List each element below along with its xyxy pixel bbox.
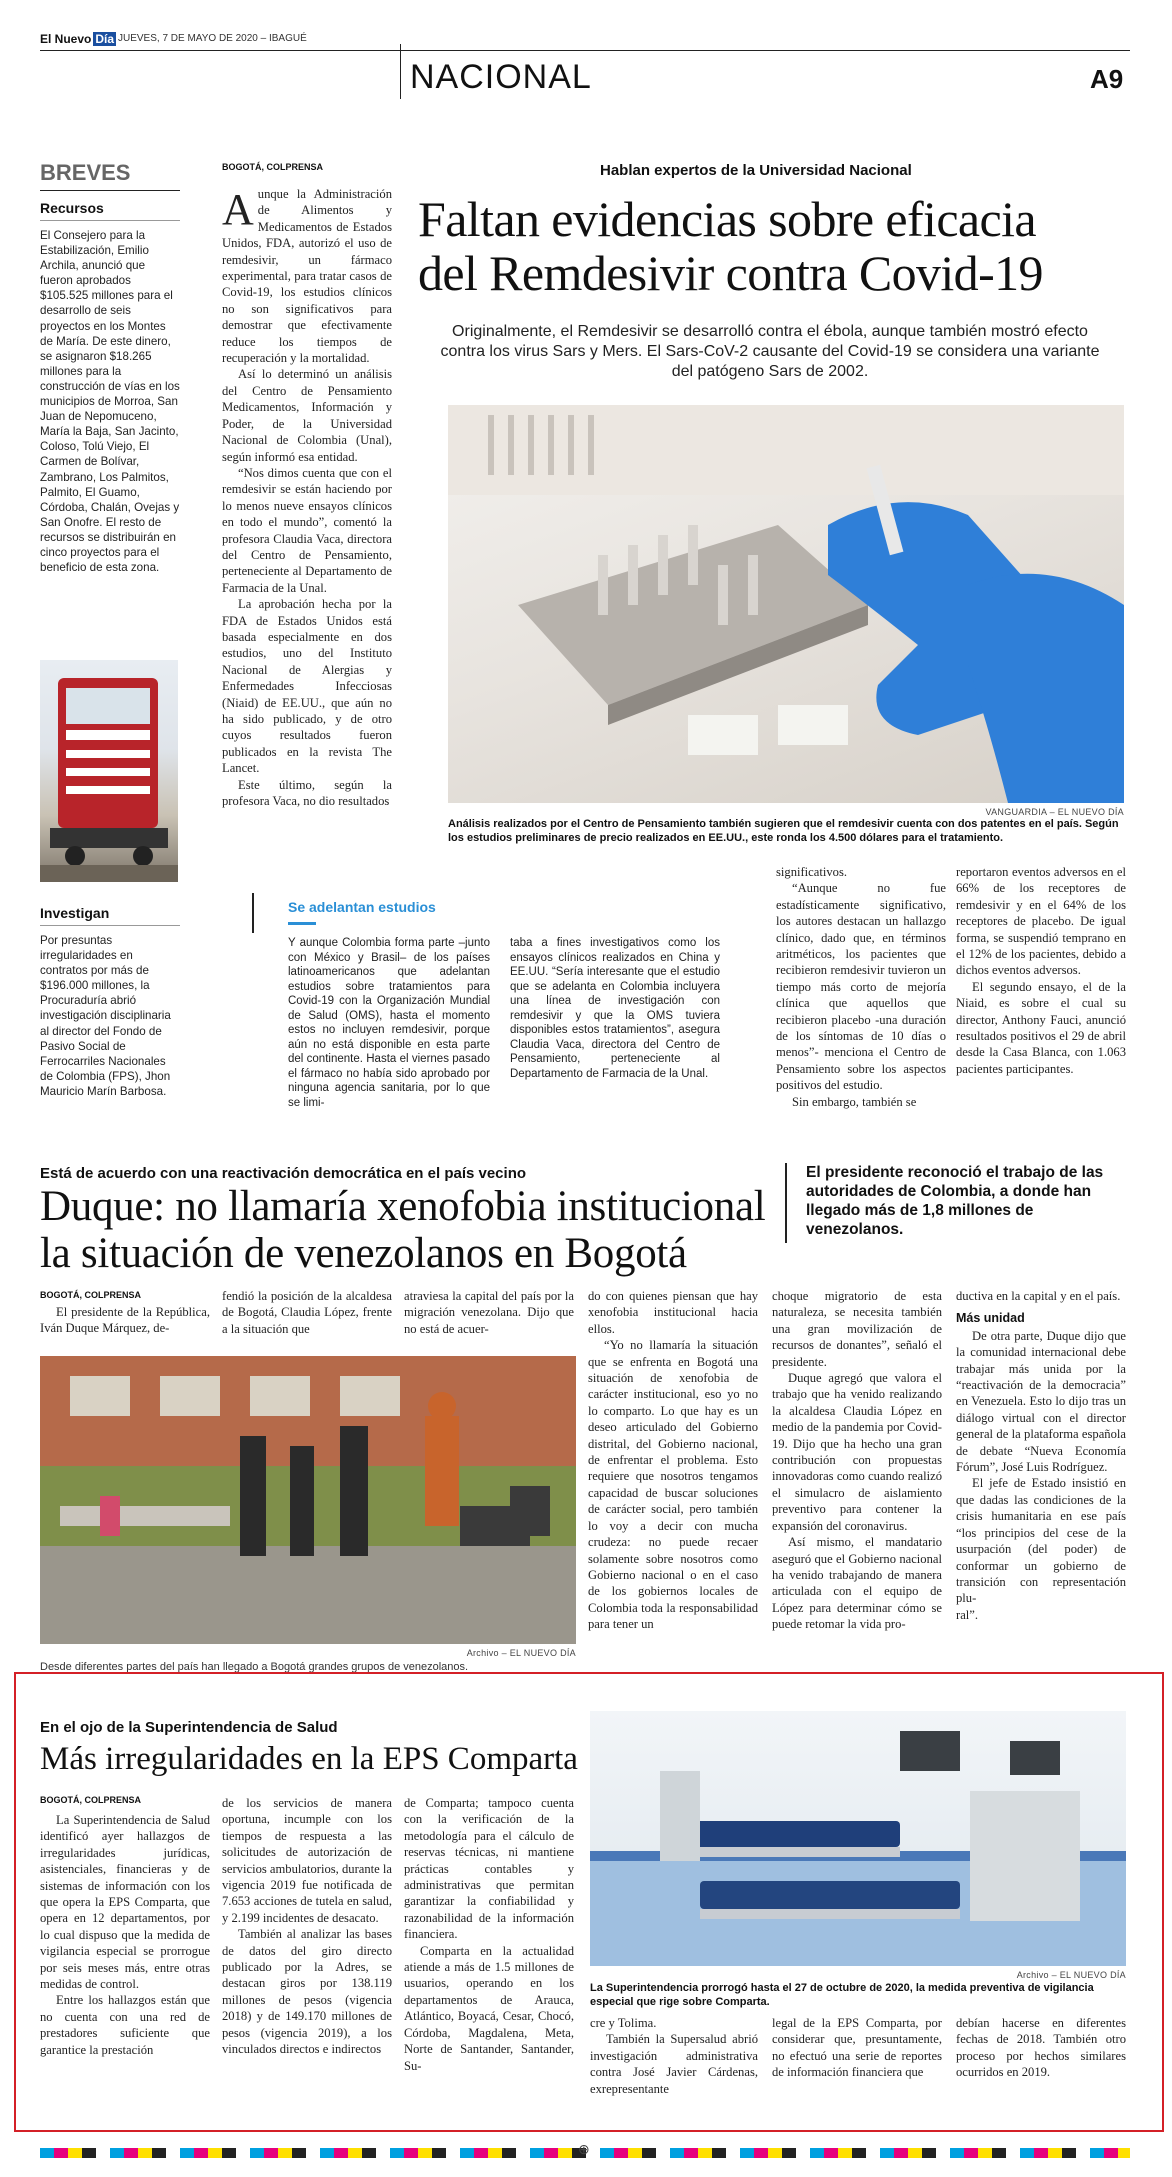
migrants-photo	[40, 1356, 576, 1644]
article-column: significativos. “Aunque no fue estadísticamente significativo, los autores destacan un hallazgo clínico, dado que, en términos aritméticos, los pacientes que recibieron remdesivir tuvieron un tiempo más corto de mejoría clínica que aquellos que recibieron placebo -una duración de los síntomas de 10 días o menos”- menciona el Centro de Pensamiento sobre los aspectos positivos del estudio. Sin embargo, también se	[776, 865, 946, 1109]
article-column: choque migratorio de esta naturaleza, se necesita también una gran movilización de recursos de donantes”, señaló el presidente. Duque agregó que valora el trabajo que ha venido realizando la alcaldesa Claudia López en medio de la pandemia por Covid-19. Dijo que ha hecho una gran contribución con propuestas innovadoras como cuando realizó el simulacro de aislamiento preventivo para contener la expansión del coronavirus. Así mismo, el mandatario aseguró que el Gobierno nacional ha venido trabajando de manera articulada con el equipo de López para determinar cómo se puede retomar la vida pro-	[772, 1289, 942, 1632]
article-column: El presidente de la República, Iván Duque Márquez, de-	[40, 1305, 210, 1336]
article-deck: Originalmente, el Remdesivir se desarrolló contra el ébola, aunque también mostró efecto contra los virus Sars y Mers. El Sars-CoV-2 causante del Covid-19 se considera una variante del patógeno Sars de 2002.	[440, 323, 1100, 380]
byline: BOGOTÁ, COLPRENSA	[40, 1290, 142, 1300]
article-column: legal de la EPS Comparta, por considerar que, presuntamente, no efectuó una serie de reportes de información financiera que	[772, 2016, 942, 2080]
photo-credit: Archivo – EL NUEVO DÍA	[466, 1648, 576, 1658]
article-column: fendió la posición de la alcaldesa de Bogotá, Claudia López, frente a la situación que	[222, 1289, 392, 1336]
article-sidebar-quote: El presidente reconoció el trabajo de las autoridades de Colombia, a donde han llegado más de 1,8 millones de venezolanos.	[806, 1164, 1104, 1238]
photo-credit: VANGUARDIA – EL NUEVO DÍA	[985, 807, 1124, 817]
box-text: taba a fines investigativos como los ensayos clínicos realizados en China y EE.UU. “Sería interesante que el estudio que se adelanta en Colombia incluyera una línea de investigación con remdesivir y que la OMS tuviera disponibles estos tratamientos”, asegura Claudia Vaca, directora del Centro de Pensamiento, perteneciente al Departamento de Farmacia de la Unal.	[510, 937, 720, 1080]
section-title: NACIONAL	[410, 58, 592, 96]
article-headline: Duque: no llamaría xenofobia institucional la situación de venezolanos en Bogotá	[40, 1183, 766, 1277]
hospital-photo	[590, 1711, 1126, 1966]
photo-caption: La Superintendencia prorrogó hasta el 27 de octubre de 2020, la medida preventiva de vigilancia especial que rige sobre Comparta.	[590, 1982, 1094, 2008]
article-headline: Faltan evidencias sobre eficacia del Remdesivir contra Covid-19	[418, 191, 1043, 301]
article-kicker: En el ojo de la Superintendencia de Salud	[40, 1719, 338, 1736]
box-title: Se adelantan estudios	[288, 899, 436, 915]
article-column: de los servicios de manera oportuna, incumple con los tiempos de respuesta a las solicitudes de autorización de servicios ambulatorios, durante la vigencia 2019 fue notificada de 7.653 acciones de tutela en salud, y 2.199 incidentes de desacato. También al analizar las bases de datos del giro directo publicado por la Adres, se destacan giros por 138.119 millones de pesos (vigencia 2018) y de 149.170 millones de pesos (vigencia 2019), a los vinculados directos e indirectos	[222, 1796, 392, 2057]
article-column: A unque la Administración de Alimentos y Medicamentos de Estados Unidos, FDA, autorizó el uso de remdesivir, un fármaco experimental, para tratar casos de Covid-19, los estudios clínicos no son significativos para demostrar que efectivamente reduce los tiempos de recuperación y la mortalidad. Así lo determinó un análisis del Centro de Pensamiento Medicamentos, Información y Poder, de la Universidad Nacional de Colombia (Unal), según informó esa entidad. “Nos dimos cuenta que con el remdesivir se están haciendo por lo menos nueve ensayos clínicos en todo el mundo”, comentó la profesora Claudia Vaca, directora del Centro de Pensamiento, perteneciente al Departamento de Farmacia de la Unal. La aprobación hecha por la FDA de Estados Unidos está basada especialmente en dos estudios, uno del Instituto Nacional de Alergias y Enfermedades Infecciosas (Niaid) de EE.UU., que aún no ha sido publicado, y de otro cuyos resultados fueron publicados en la revista The Lancet. Este último, según la profesora Vaca, no dio resultados	[222, 185, 392, 809]
byline: BOGOTÁ, COLPRENSA	[40, 1795, 142, 1805]
photo-credit: Archivo – EL NUEVO DÍA	[1016, 1970, 1126, 1980]
article-kicker: Hablan expertos de la Universidad Nacional	[600, 162, 912, 179]
article-column: ductiva en la capital y en el país. Más unidad De otra parte, Duque dijo que la comunidad internacional debe trabajar más unida por la “reactivación de la democracia” en Venezuela. Esto lo dijo tras un diálogo virtual con el director general de la plataforma española de debate “Nueva Economía Fórum”, José Luis Rodríguez. El jefe de Estado insistió en que dadas las condiciones de la crisis humanitaria en ese país “los principios del cese de la usurpación (del poder) de conformar un gobierno de transición con representación plu- ral”.	[956, 1289, 1126, 1622]
box-rule	[252, 893, 254, 933]
breves-item-text: El Consejero para la Estabilización, Emilio Archila, anunció que fueron aprobados $105.525 millones para el desarrollo de seis proyectos en los Montes de María. De este dinero, se asignaron $18.265 millones para la construcción de vías en los municipios de Morroa, San Juan de Nepomuceno, María la Baja, San Jacinto, Coloso, Tolú Viejo, El Carmen de Bolívar, Zambrano, Los Palmitos, Palmito, El Guamo, Córdoba, Chalán, Ovejas y San Onofre. El resto de recursos se distribuirán en cinco proyectos para el beneficio de esta zona.	[40, 229, 180, 575]
box-text: Y aunque Colombia forma parte –junto con México y Brasil– de los países latinoamericanos que adelantan estudios sobre tratamientos para Covid-19 con la Organización Mundial de Salud (OMS), hasta el momento estos no incluyen remdesivir, porque aún no está disponible en esta parte del continente. Hasta el viernes pasado el fármaco no había sido aprobado por ninguna agencia sanitaria, por lo que se limi-	[288, 937, 490, 1109]
article-kicker: Está de acuerdo con una reactivación democrática en el país vecino	[40, 1165, 527, 1182]
article-column: atraviesa la capital del país por la migración venezolana. Dijo que no está de acuer-	[404, 1289, 574, 1336]
article-column: do con quienes piensan que hay xenofobia institucional hacia ellos. “Yo no llamaría la situación que se enfrenta en Bogotá una situación de xenofobia de carácter institucional, eso yo no lo comparto. Lo que hay es un deseo articulado del Gobierno distrital, del Gobierno nacional, de enfrentar el problema. Esto requiere que nosotros tengamos capacidad de buscar soluciones de carácter social, pero también lo voy a decir con mucha crudeza: no puede recaer solamente sobre nosotros como Gobierno nacional o en el caso de los gobiernos locales de Colombia toda la responsabilidad para tener un	[588, 1289, 758, 1632]
article-column: debían hacerse en diferentes fechas de 2018. También otro proceso por hechos similares ocurridos en 2019.	[956, 2016, 1126, 2080]
breves-item-title: Recursos	[40, 200, 104, 216]
photo-caption: Desde diferentes partes del país han llegado a Bogotá grandes grupos de venezolanos.	[40, 1661, 469, 1672]
dateline: JUEVES, 7 DE MAYO DE 2020 – IBAGUÉ	[118, 33, 307, 44]
article-column: de Comparta; tampoco cuenta con la verificación de la metodología para el cálculo de reservas técnicas, ni mantiene prácticas contables y administrativas que permitan garantizar la confiabilidad y razonabilidad de la información financiera. Comparta en la actualidad atiende a más de 1.5 millones de usuarios, operando en los departamentos de Arauca, Atlántico, Boyacá, Cesar, Chocó, Córdoba, Magdalena, Meta, Norte de Santander, Santander, Su-	[404, 1796, 574, 2073]
article-column: reportaron eventos adversos en el 66% de los receptores de remdesivir y en el 64% de los receptores de placebo. De igual forma, se suspendió temprano en el 12% de los pacientes, debido a dichos eventos adversos. El segundo ensayo, el de la Niaid, es sobre el cual su director, Anthony Fauci, anunció resultados positivos el 29 de abril desde la Casa Blanca, con 1.063 pacientes participantes.	[956, 865, 1126, 1076]
breves-item-text: Por presuntas irregularidades en contratos por más de $196.000 millones, la Procuraduría abrió investigación disciplinaria al director del Fondo de Pasivo Social de Ferrocarriles Nacionales de Colombia (FPS), Jhon Mauricio Marín Barbosa.	[40, 934, 171, 1098]
breves-label: BREVES	[40, 160, 131, 185]
train-photo	[40, 660, 178, 882]
photo-caption: Análisis realizados por el Centro de Pensamiento también sugieren que el remdesivir cuenta con dos patentes en el país. Según los estudios preliminares de precio realizados en EE.UU., este ronda los 4.500 dólares para el tratamiento.	[448, 818, 1119, 844]
article-column: cre y Tolima. También la Supersalud abrió investigación administrativa contra José Javier Cárdenas, exrepresentante	[590, 2016, 758, 2096]
article-column: La Superintendencia de Salud identificó ayer hallazgos de irregularidades jurídicas, asistenciales, financieras y de sistemas de información con los que opera la EPS Comparta, que opera en 12 departamentos, por lo cual dispuso que la medida de vigilancia especial se prorrogue por seis meses más, entre otras medidas de control. Entre los hallazgos están que no cuenta con una red de prestadores suficiente que garantice la prestación	[40, 1813, 210, 2057]
page-number: A9	[1090, 64, 1124, 94]
newspaper-logo: El Nuevo Día	[40, 32, 115, 46]
subhead: Más unidad	[956, 1311, 1025, 1326]
breves-item-title: Investigan	[40, 905, 110, 921]
box-accent	[288, 922, 316, 925]
lab-photo	[448, 405, 1124, 803]
article-headline: Más irregularidades en la EPS Comparta	[40, 1741, 578, 1777]
registration-mark-icon: ⊕	[578, 2141, 590, 2157]
byline: BOGOTÁ, COLPRENSA	[222, 162, 324, 172]
